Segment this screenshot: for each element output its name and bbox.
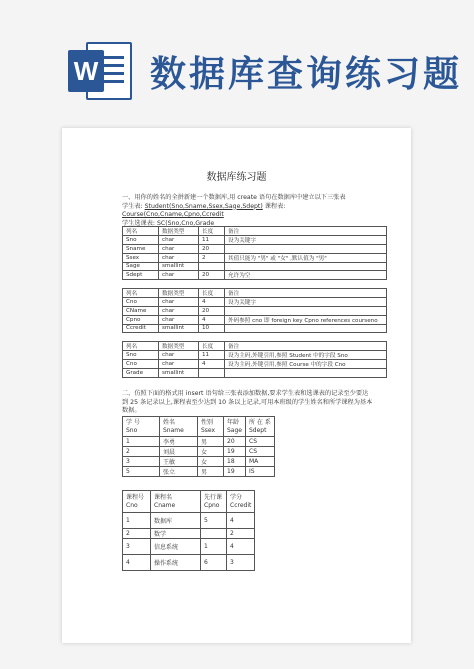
- question-2-line-3: 数据。: [122, 407, 141, 415]
- table-cell: char: [159, 245, 199, 254]
- student-table-label: 学生表:: [122, 202, 143, 210]
- table-cell: [225, 245, 387, 254]
- sc-schema-table: [122, 341, 387, 378]
- table-cell: [225, 262, 387, 271]
- header-cell: [224, 417, 246, 437]
- table-row: [123, 262, 387, 271]
- table-cell: 1: [201, 539, 227, 555]
- table-cell: 设为关键字: [225, 298, 387, 307]
- header-zh: 学 号: [126, 419, 140, 426]
- table-cell: 20: [199, 245, 225, 254]
- student-table-schema: Student(Sno,Sname,Ssex,Sage,Sdept): [144, 202, 263, 210]
- table-cell: [225, 324, 387, 333]
- table-cell: CS: [246, 437, 275, 447]
- table-cell: Cno: [123, 360, 159, 369]
- header-cell: [123, 417, 160, 437]
- question-1-text: [122, 194, 387, 228]
- table-row: [123, 324, 387, 333]
- question-2-line-1: 二、仿照下面的格式用 insert 语句给三张表添加数据,要求学生表和选课表的记录至少要达: [122, 390, 369, 397]
- table-cell: 10: [199, 324, 225, 333]
- header-en: Ccredit: [230, 501, 252, 509]
- table-header-row: [123, 289, 387, 298]
- header-cell: [201, 491, 227, 513]
- header-en: Sage: [227, 426, 242, 434]
- table-row: [123, 360, 387, 369]
- header-cell: 列名: [123, 289, 159, 298]
- header-cell: 备注: [225, 227, 387, 236]
- table-cell: 5: [201, 513, 227, 529]
- header-en: Ssex: [201, 426, 216, 434]
- table-cell: 2: [123, 529, 151, 539]
- table-cell: smallint: [159, 324, 199, 333]
- table-cell: char: [159, 253, 199, 262]
- header-zh: 年龄: [227, 419, 240, 426]
- table-cell: CS: [246, 447, 275, 457]
- word-document-icon: [68, 42, 134, 100]
- table-cell: Cno: [123, 298, 159, 307]
- table-cell: char: [159, 360, 199, 369]
- header-en: Sdept: [249, 426, 267, 434]
- document-page: [62, 128, 411, 643]
- table-cell: 设为主码,外键引用,参照 Course 中的字段 Cno: [225, 360, 387, 369]
- header-cell: 数据类型: [159, 289, 199, 298]
- table-cell: 李勇: [160, 437, 198, 447]
- table-row: [123, 555, 255, 571]
- table-cell: 4: [227, 513, 255, 529]
- header-en: Cpno: [204, 501, 220, 509]
- table-row: [123, 369, 387, 378]
- header-cell: 列名: [123, 342, 159, 351]
- table-cell: MA: [246, 457, 275, 467]
- table-cell: char: [159, 271, 199, 280]
- header-cell: 数据类型: [159, 227, 199, 236]
- table-cell: 王敏: [160, 457, 198, 467]
- header-zh: 性别: [201, 419, 214, 426]
- table-cell: [199, 262, 225, 271]
- table-row: [123, 307, 387, 316]
- table-cell: Sname: [123, 245, 159, 254]
- sc-table-label: 学生选课表:: [122, 219, 156, 227]
- table-cell: 11: [199, 351, 225, 360]
- table-cell: 3: [123, 539, 151, 555]
- table-cell: 4: [199, 315, 225, 324]
- table-cell: 1: [123, 513, 151, 529]
- header-zh: 先行课: [204, 494, 223, 501]
- header-zh: 课程名: [154, 494, 173, 501]
- table-cell: 4: [199, 360, 225, 369]
- table-cell: 设为主码,外键引用,参照 Student 中的字段 Sno: [225, 351, 387, 360]
- table-cell: 3: [227, 555, 255, 571]
- table-cell: [225, 369, 387, 378]
- header-cell: [227, 491, 255, 513]
- paper-title: 数据库练习题: [206, 172, 267, 183]
- table-row: [123, 245, 387, 254]
- table-row: [123, 236, 387, 245]
- header-en: Sname: [163, 426, 184, 434]
- header-cell: 长度: [199, 342, 225, 351]
- table-row: [123, 529, 255, 539]
- table-cell: Sage: [123, 262, 159, 271]
- table-cell: char: [159, 307, 199, 316]
- word-icon-letter: W: [68, 50, 104, 92]
- table-cell: 操作系统: [151, 555, 201, 571]
- table-row: [123, 457, 275, 467]
- table-cell: 刘晨: [160, 447, 198, 457]
- table-cell: smallint: [159, 262, 199, 271]
- header-cell: 数据类型: [159, 342, 199, 351]
- header-cell: 长度: [199, 289, 225, 298]
- question-2-text: [122, 390, 387, 416]
- table-cell: 20: [199, 271, 225, 280]
- header-cell: 备注: [225, 342, 387, 351]
- table-cell: Ccredit: [123, 324, 159, 333]
- header-zh: 课程号: [126, 494, 145, 501]
- table-cell: 4: [123, 555, 151, 571]
- table-header-row: [123, 417, 275, 437]
- document-header: [0, 0, 474, 118]
- table-row: [123, 437, 275, 447]
- header-cell: [198, 417, 224, 437]
- table-row: [123, 298, 387, 307]
- table-cell: Ssex: [123, 253, 159, 262]
- table-row: [123, 467, 275, 477]
- table-cell: 19: [224, 447, 246, 457]
- table-cell: 11: [199, 236, 225, 245]
- student-schema-table: [122, 226, 387, 280]
- header-cell: [246, 417, 275, 437]
- table-cell: Cpno: [123, 315, 159, 324]
- table-cell: CName: [123, 307, 159, 316]
- table-cell: 2: [123, 447, 160, 457]
- table-cell: char: [159, 236, 199, 245]
- table-cell: Sdept: [123, 271, 159, 280]
- table-header-row: [123, 342, 387, 351]
- course-data-table: [122, 490, 255, 571]
- header-cell: 备注: [225, 289, 387, 298]
- table-cell: 6: [201, 555, 227, 571]
- table-cell: 18: [224, 457, 246, 467]
- table-row: [123, 539, 255, 555]
- table-cell: 女: [198, 447, 224, 457]
- table-cell: 外码参照 cno 即 foreign key Cpno references courseno: [225, 315, 387, 324]
- header-en: Cname: [154, 501, 176, 509]
- table-cell: 1: [123, 437, 160, 447]
- table-cell: char: [159, 298, 199, 307]
- table-cell: 其值只能为 "男" 或 "女" ,默认值为 "男": [225, 253, 387, 262]
- table-cell: 信息系统: [151, 539, 201, 555]
- table-cell: [225, 307, 387, 316]
- intro-line-2: [122, 203, 387, 220]
- table-header-row: [123, 491, 255, 513]
- table-row: [123, 253, 387, 262]
- header-cell: [151, 491, 201, 513]
- table-cell: 张立: [160, 467, 198, 477]
- table-cell: 男: [198, 437, 224, 447]
- table-cell: 3: [123, 457, 160, 467]
- course-schema-table: [122, 288, 387, 333]
- table-row: [123, 447, 275, 457]
- header-cell: 列名: [123, 227, 159, 236]
- student-data-table: [122, 416, 275, 477]
- table-row: [123, 271, 387, 280]
- table-row: [123, 315, 387, 324]
- table-cell: Sno: [123, 351, 159, 360]
- header-cell: [160, 417, 198, 437]
- course-table-schema: Course(Cno,Cname,Cpno,Ccredit: [122, 211, 224, 219]
- table-cell: Sno: [123, 236, 159, 245]
- header-cell: [123, 491, 151, 513]
- sc-table-schema: SC(Sno,Cno,Grade: [157, 219, 215, 227]
- header-en: Sno: [126, 426, 138, 434]
- table-cell: 5: [123, 467, 160, 477]
- table-cell: 数学: [151, 529, 201, 539]
- header-cell: 长度: [199, 227, 225, 236]
- table-cell: smallint: [159, 369, 199, 378]
- table-row: [123, 513, 255, 529]
- table-cell: IS: [246, 467, 275, 477]
- intro-line-1: 一、用你的姓名的全拼新建一个数据库,用 create 语句在数据库中建立以下三张表: [122, 194, 346, 201]
- header-zh: 所 在 系: [249, 419, 271, 426]
- header-zh: 学分: [230, 494, 243, 501]
- table-cell: [199, 369, 225, 378]
- table-row: [123, 351, 387, 360]
- course-table-label: 课程表:: [264, 202, 286, 210]
- header-en: Cno: [126, 501, 138, 509]
- table-cell: 女: [198, 457, 224, 467]
- table-cell: 设为关键字: [225, 236, 387, 245]
- table-cell: 2: [199, 253, 225, 262]
- table-cell: 4: [227, 539, 255, 555]
- table-header-row: [123, 227, 387, 236]
- table-cell: 19: [224, 467, 246, 477]
- table-cell: 允许为空: [225, 271, 387, 280]
- table-cell: [201, 529, 227, 539]
- question-2-line-2: 到 25 条记录以上,课程表至少达到 10 条以上记录,可用本班级的学生姓名和所学课程为基本: [122, 398, 373, 406]
- table-cell: 4: [199, 298, 225, 307]
- table-cell: 男: [198, 467, 224, 477]
- table-cell: 2: [227, 529, 255, 539]
- table-cell: char: [159, 351, 199, 360]
- table-cell: 数据库: [151, 513, 201, 529]
- table-cell: Grade: [123, 369, 159, 378]
- table-cell: 20: [199, 307, 225, 316]
- table-cell: 20: [224, 437, 246, 447]
- header-zh: 姓名: [163, 419, 176, 426]
- table-cell: char: [159, 315, 199, 324]
- page-title: 数据库查询练习题: [150, 54, 463, 95]
